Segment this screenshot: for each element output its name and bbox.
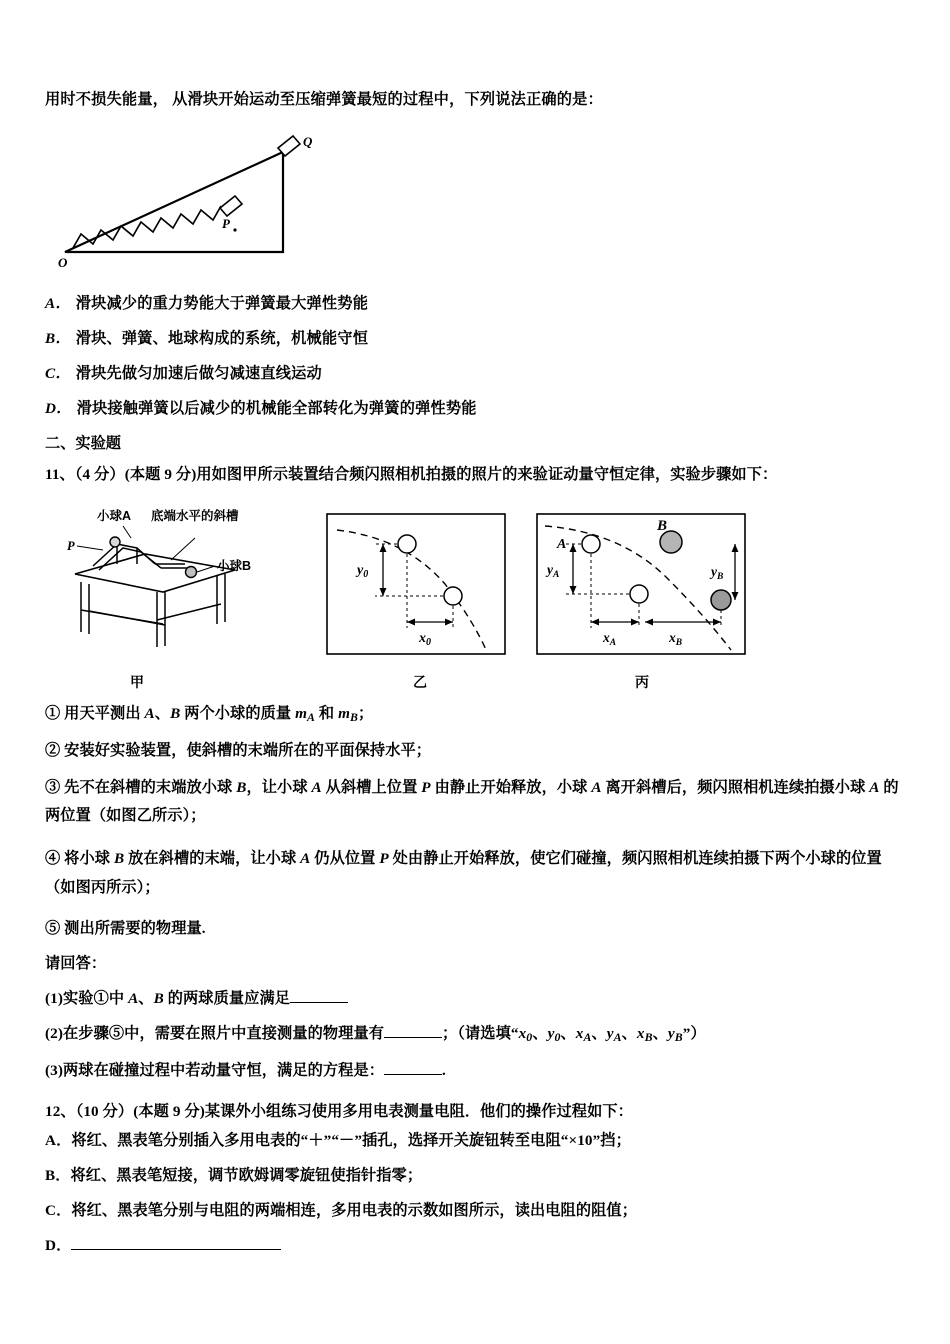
label-x0: $x_0$ (419, 630, 431, 648)
q11-step-5: ⑤ 测出所需要的物理量. (45, 920, 206, 938)
q11-prompt: 请回答： (45, 955, 107, 973)
option-a-label: A． (45, 294, 71, 312)
figure-caption-jia: 甲 (130, 675, 144, 691)
label-ball-a: 小球A (97, 508, 132, 523)
answer-blank-4[interactable] (71, 1235, 281, 1250)
q12-item-c: C．将红、黑表笔分别与电阻的两端相连，多用电表的示数如图所示，读出电阻的阻值； (45, 1201, 637, 1219)
q11-step-4: ④ 将小球 B 放在斜槽的末端，让小球 A 仍从位置 P 处由静止开始释放，使它们碰撞，频闪照相机连续拍摄下两个小球的位置（如图丙所示）； (45, 850, 882, 897)
figure-captions (45, 672, 907, 694)
label-slot: 底端水平的斜槽 (151, 508, 239, 523)
q11-step-3: ③ 先不在斜槽的末端放小球 B，让小球 A 从斜槽上位置 P 由静止开始释放，小球 A 离开斜槽后，频闪照相机连续拍摄小球 A 的两位置（如图乙所示）； (45, 778, 899, 825)
q11-step-1: ① 用天平测出 A、B 两个小球的质量 $m_A$ 和 $m_B$； (45, 704, 374, 724)
answer-blank-1[interactable] (290, 988, 348, 1003)
intro-paragraph: 用时不损失能量， 从滑块开始运动至压缩弹簧最短的过程中，下列说法正确的是： (45, 91, 603, 108)
figure-incline-spring-svg (45, 130, 345, 270)
label-xB: $x_B$ (669, 629, 683, 648)
q11-sub-3: (3)两球在碰撞过程中若动量守恒，满足的方程是： . (45, 1059, 907, 1080)
answer-blank-2[interactable] (384, 1023, 442, 1038)
question-11-stem: 11、（4 分）(本题 9 分)用如图甲所示装置结合频闪照相机拍摄的照片的来验证动量守恒定律，实验步骤如下： (45, 465, 778, 483)
option-c-text: 滑块先做匀加速后做匀减速直线运动 (75, 364, 322, 382)
option-c-label: C． (45, 364, 71, 382)
option-d-text: 滑块接触弹簧以后减少的机械能全部转化为弹簧的弹性势能 (76, 399, 477, 417)
figure-momentum-svg (45, 492, 775, 672)
option-c (45, 362, 907, 383)
figure-incline-spring (45, 130, 907, 270)
figure-caption-bing: 丙 (635, 675, 649, 691)
figure1-label-p: P (222, 215, 230, 231)
option-d-label: D． (45, 399, 72, 417)
q12-item-b: B．将红、黑表笔短接，调节欧姆调零旋钮使指针指零； (45, 1166, 423, 1184)
label-yA: $y_A$ (547, 561, 560, 580)
q12-item-d-label: D． (45, 1236, 72, 1254)
label-y0: $y_0$ (357, 562, 369, 580)
label-yB: $y_B$ (711, 563, 724, 582)
label-ball-b-panel: B (657, 517, 668, 534)
section-title-experiment: 二、实验题 (45, 434, 121, 452)
figure-caption-yi: 乙 (413, 675, 427, 691)
option-d (45, 397, 907, 418)
q12-item-a: A．将红、黑表笔分别插入多用电表的“＋”“－”插孔，选择开关旋钮转至电阻“×10”挡； (45, 1131, 631, 1149)
figure1-label-o: O (58, 254, 68, 270)
label-ball-b: 小球B (217, 558, 252, 573)
label-ball-a-panel: A (557, 536, 567, 552)
label-point-p: P (67, 538, 75, 553)
label-xA: $x_A$ (603, 629, 617, 648)
answer-blank-3[interactable] (384, 1060, 442, 1075)
option-b-label: B． (45, 329, 71, 347)
q11-sub-2: (2)在步骤⑤中，需要在照片中直接测量的物理量有 ；（请选填“$x_0$、$y_0$、$x_A$、$y_A$、$x_B$、$y_B$”） (45, 1022, 907, 1045)
option-b (45, 327, 907, 348)
option-a-text: 滑块减少的重力势能大于弹簧最大弹性势能 (75, 294, 369, 312)
option-b-text: 滑块、弹簧、地球构成的系统，机械能守恒 (75, 329, 369, 347)
figure-momentum-experiment (45, 492, 907, 692)
figure1-label-q: Q (303, 133, 313, 149)
document-content (45, 88, 907, 1269)
question-12-stem: 12、（10 分）(本题 9 分)某课外小组练习使用多用电表测量电阻．他们的操作过程如下： (45, 1102, 633, 1120)
option-a (45, 292, 907, 313)
q11-sub-1: (1)实验①中 A、B 的两球质量应满足 (45, 987, 907, 1008)
q11-step-2: ② 安装好实验装置，使斜槽的末端所在的平面保持水平； (45, 741, 432, 759)
q12-item-d (45, 1234, 907, 1255)
